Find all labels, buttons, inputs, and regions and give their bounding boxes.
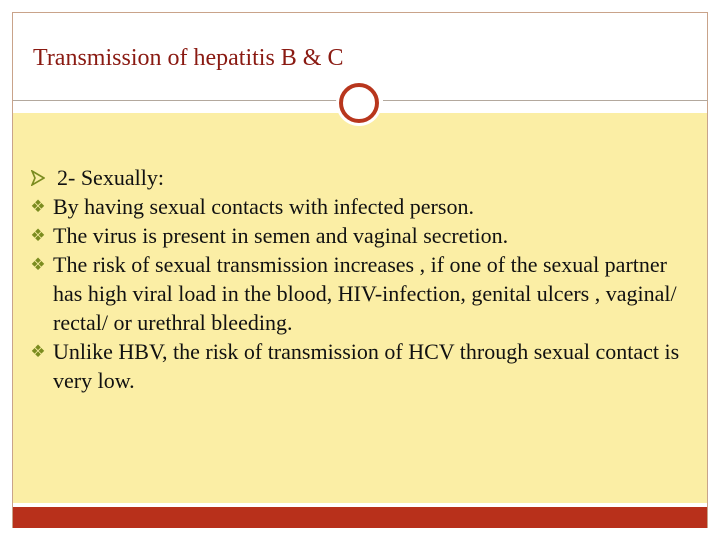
- bullet-item-contacts: [13, 192, 707, 221]
- bullet-text: By having sexual contacts with infected person.: [53, 194, 474, 219]
- bullet-text: The risk of sexual transmission increases , if one of the sexual partner has high viral load in the blood, HIV-infection, genital ulcers , vaginal/ rectal/ or urethral bleeding.: [53, 252, 677, 335]
- circle-ornament-icon: [339, 83, 379, 123]
- diamond-icon: ❖: [30, 342, 46, 361]
- diamond-icon: ❖: [30, 226, 46, 245]
- arrow-icon-shape: [31, 170, 45, 186]
- footer-bar: [13, 507, 707, 528]
- diamond-icon: ❖: [30, 197, 46, 216]
- title-divider-left: [13, 100, 343, 101]
- slide-title: Transmission of hepatitis B & C: [33, 45, 344, 71]
- title-divider-right: [383, 100, 708, 101]
- slide-frame: [12, 12, 708, 528]
- bullet-item-risk: [13, 250, 707, 337]
- bullet-text: Unlike HBV, the risk of transmission of HCV through sexual contact is very low.: [53, 339, 680, 393]
- bullet-item-virus-present: [13, 221, 707, 250]
- bullet-list: [13, 163, 707, 395]
- diamond-icon: ❖: [30, 255, 46, 274]
- bullet-item-sexually: [13, 163, 707, 192]
- bullet-text: 2- Sexually:: [57, 165, 164, 190]
- bullet-item-hcv: [13, 337, 707, 395]
- arrow-icon: [27, 163, 49, 192]
- bullet-text: The virus is present in semen and vaginal secretion.: [53, 223, 509, 248]
